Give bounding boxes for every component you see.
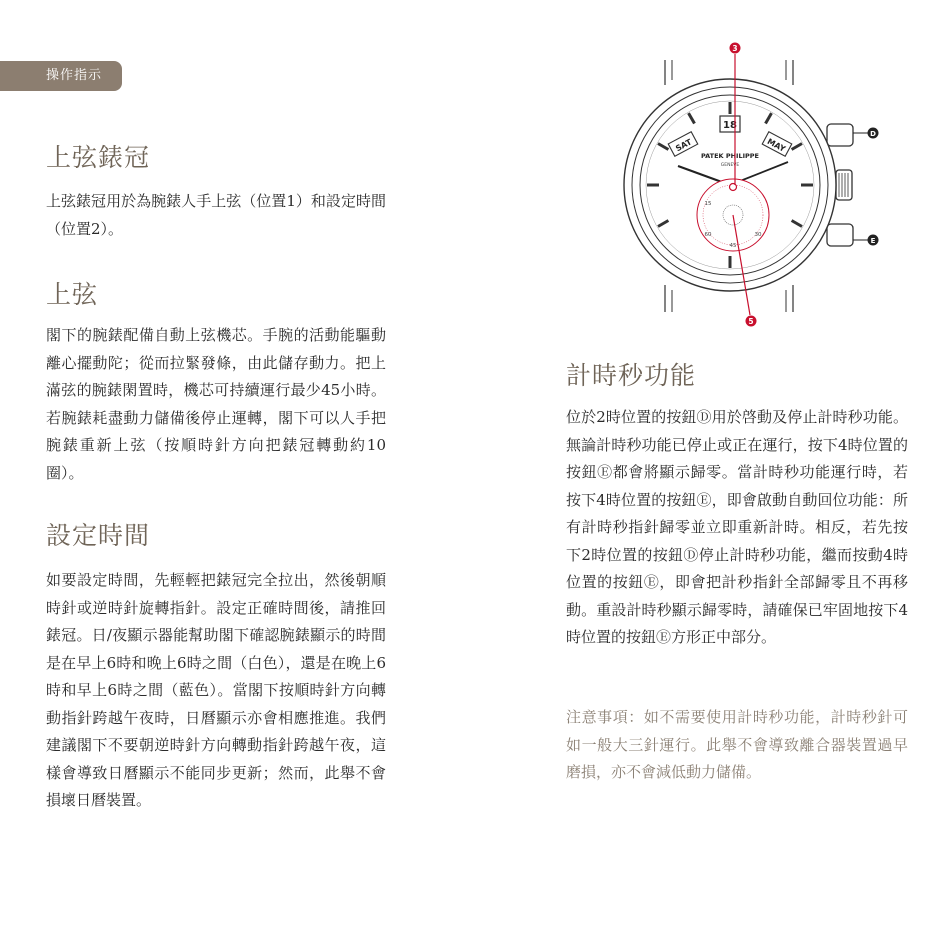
callout-label-d: D — [870, 130, 876, 138]
paragraph-note: 注意事項：如不需要使用計時秒功能，計時秒針可如一般大三針運行。此舉不會導致離合器裝置過早磨損，亦不會減低動力儲備。 — [566, 708, 908, 781]
callout-label-3: 3 — [732, 44, 738, 53]
paragraph-crown: 上弦錶冠用於為腕錶人手上弦（位置1）和設定時間（位置2）。 — [46, 192, 386, 238]
month-value: MAY — [765, 136, 787, 154]
pusher-d — [827, 124, 853, 146]
date-value: 18 — [723, 120, 737, 131]
paragraph-winding: 閣下的腕錶配備自動上弦機芯。手腕的活動能驅動離心擺動陀；從而拉緊發條，由此儲存動力。把上滿弦的腕錶閑置時，機芯可持續運行最少45小時。若腕錶耗盡動力儲備後停止運轉，閣下可以人手把腕錶重新上弦（按順時針方向把錶冠轉動約10圈）。 — [46, 326, 386, 482]
watch-diagram — [620, 40, 900, 340]
subdial-label-15: 15 — [704, 201, 712, 207]
brand-text: PATEK PHILIPPE — [700, 152, 760, 160]
heading-crown: 上弦錶冠 — [46, 143, 151, 172]
callout-label-e: E — [870, 237, 876, 245]
paragraph-chronograph: 位於2時位置的按鈕Ⓓ用於啓動及停止計時秒功能。無論計時秒功能已停止或正在運行，按下4時位置的按鈕Ⓔ都會將顯示歸零。當計時秒功能運行時，若按下4時位置的按鈕Ⓔ，即會啟動自動回位功能：所有計時秒指針歸零並立即重新計時。相反，若先按下2時位置的按鈕Ⓓ停止計時秒功能，繼而按動4時位置的按鈕Ⓔ，即會把計秒指針全部歸零且不再移動。重設計時秒顯示歸零時，請確保已牢固地按下4時位置的按鈕Ⓔ方形正中部分。 — [566, 408, 908, 646]
subdial-label-45: 45 — [729, 243, 737, 249]
crown — [836, 170, 852, 200]
pusher-e — [827, 224, 853, 246]
section-tab: 操作指示 — [0, 61, 122, 91]
heading-winding: 上弦 — [46, 280, 99, 309]
paragraph-setting-time: 如要設定時間，先輕輕把錶冠完全拉出，然後朝順時針或逆時針旋轉指針。設定正確時間後，請推回錶冠。日/夜顯示器能幫助閣下確認腕錶顯示的時間是在早上6時和晚上6時之間（白色），還是在晚上6時和早上6時之間（藍色）。當閣下按順時針方向轉動指針跨越午夜時，日曆顯示亦會相應推進。我們建議閣下不要朝逆時針方向轉動指針跨越午夜，這樣會導致日曆顯示不能同步更新；然而，此舉不會損壞日曆裝置。 — [46, 571, 386, 809]
city-text: GENEVE — [720, 163, 740, 168]
subdial-label-30: 30 — [754, 232, 762, 238]
heading-setting-time: 設定時間 — [46, 521, 151, 550]
day-value: SAT — [674, 137, 694, 154]
heading-chronograph: 計時秒功能 — [566, 361, 697, 390]
callout-label-5: 5 — [748, 317, 754, 326]
subdial-label-60: 60 — [704, 232, 712, 238]
